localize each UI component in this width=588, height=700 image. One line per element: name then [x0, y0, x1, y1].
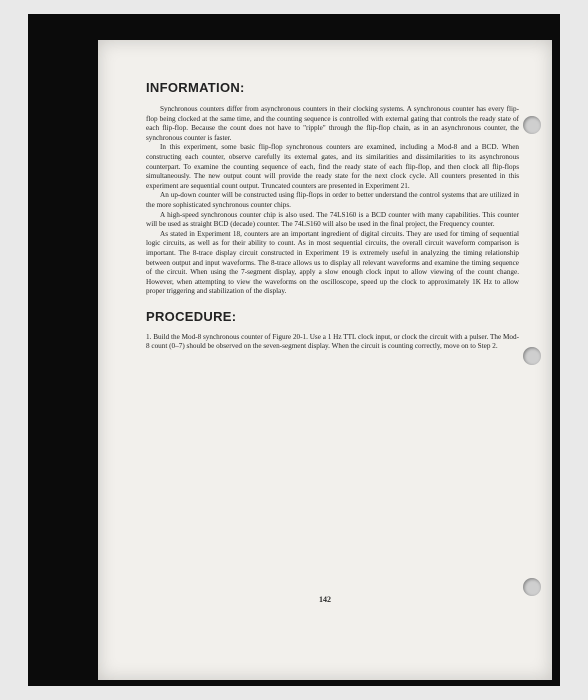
binder-hole-bottom: [523, 578, 541, 596]
information-paragraph-1: Synchronous counters differ from asynchronous counters in their clocking systems. A synchronous counter has every flip-flop being clocked at the same time, and the counting sequence is controlled with external gating that controls the ready state of each flip-flop. Because the count does not have to "ripple" through the flip-flop chain, as in an asynchronous counter, the synchronous counter is faster.: [146, 105, 519, 142]
binder-hole-top: [523, 116, 541, 134]
document-page: [98, 40, 552, 680]
information-heading: INFORMATION:: [146, 80, 245, 95]
photo-frame: [28, 14, 560, 686]
page-content: [146, 80, 519, 352]
procedure-step-1: 1. Build the Mod-8 synchronous counter of Figure 20-1. Use a 1 Hz TTL clock input, or clock the circuit with a pulser. The Mod-8 count (0–7) should be observed on the seven-segment display. When the circuit is counting correctly, move on to Step 2.: [146, 332, 519, 351]
information-paragraph-2: In this experiment, some basic flip-flop synchronous counters are examined, including a Mod-8 and a BCD. When constructing each counter, observe carefully its external gates, and its similarities and dissimilarities to its asynchronous counterpart. To examine the counting sequence of each, find the ready state of each flip-flop, and then clock all flip-flops simultaneously. The new output count will provide the ready state for the next clock cycle. All counters presented in this experiment are sequential count output. Truncated counters are presented in Experiment 21.: [146, 143, 519, 190]
procedure-heading: PROCEDURE:: [146, 308, 237, 324]
information-paragraph-5: As stated in Experiment 18, counters are an important ingredient of digital circuits. They are used for timing of sequential logic circuits, as well as for their ability to count. As in most sequential circuits, the overall circuit waveform comparison is important. The 8-trace display circuit constructed in Experiment 19 is extremely useful in analyzing the timing relationship between output and input waveforms. The 8-trace allows us to display all relevant waveforms and examine the timing sequence of the circuit. When using the 7-segment display, apply a slow enough clock input to allow viewing of the count change. However, when attempting to view the waveforms on the oscilloscope, speed up the clock to approximately 1K Hz to allow proper triggering and stabilization of the display.: [146, 229, 519, 296]
information-paragraph-3: An up-down counter will be constructed using flip-flops in order to better understand the control systems that are utilized in the more sophisticated synchronous counter chips.: [146, 191, 519, 209]
page-number: 142: [319, 595, 331, 604]
binder-hole-middle: [523, 347, 541, 365]
information-paragraph-4: A high-speed synchronous counter chip is also used. The 74LS160 is a BCD counter with many capabilities. This counter will be used as straight BCD (decade) counter. The 74LS160 will also be used in the final project, the Frequency counter.: [146, 210, 519, 229]
